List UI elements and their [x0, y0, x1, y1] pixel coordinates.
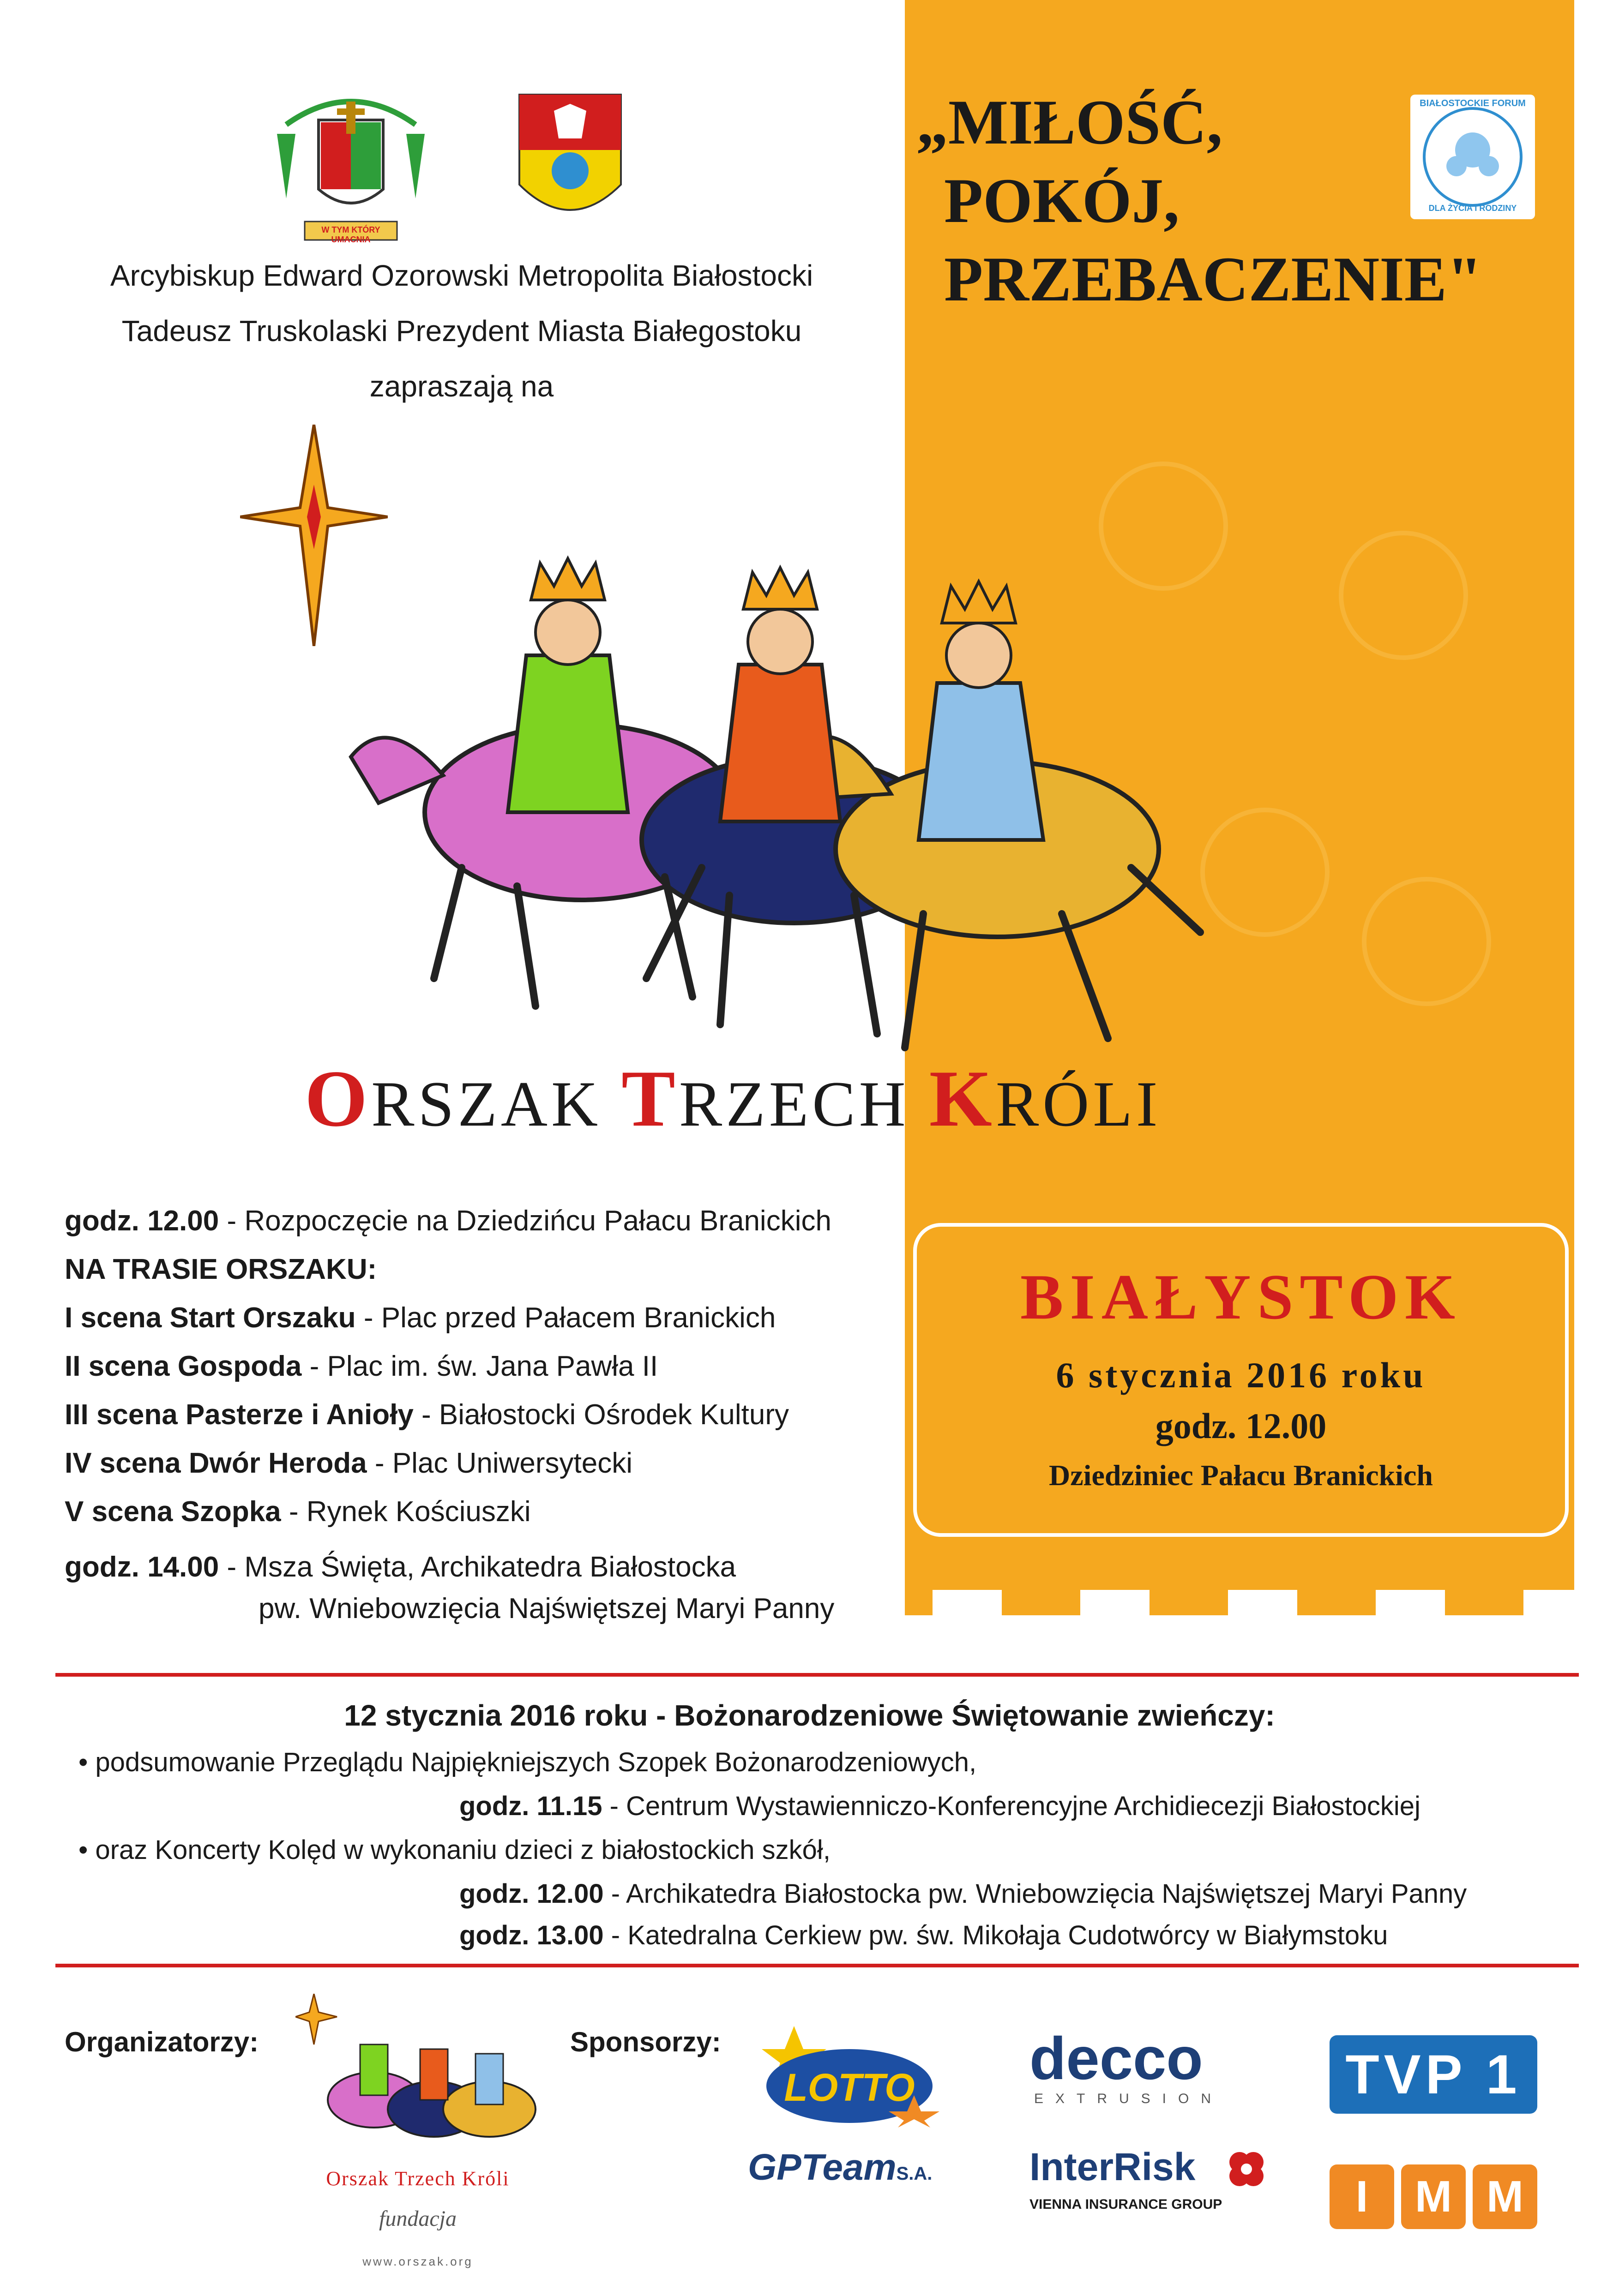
scene-item: V scena Szopka - Rynek Kościuszki — [65, 1496, 531, 1528]
forum-logo-text: BIAŁOSTOCKIE FORUM — [1420, 98, 1526, 108]
title-capital: T — [621, 1054, 679, 1143]
decco-text: decco — [1029, 2025, 1203, 2092]
invite-line: zapraszają na — [369, 370, 554, 403]
tvp1-text: TVP 1 — [1345, 2044, 1522, 2105]
invite-line: Tadeusz Truskolaski Prezydent Miasta Białegostoku — [121, 314, 802, 348]
schedule-text: - Rozpoczęcie na Dziedzińcu Pałacu Branickich — [219, 1205, 831, 1237]
route-heading: NA TRASIE ORSZAKU: — [65, 1253, 377, 1285]
decco-sub: EXTRUSION — [1034, 2091, 1223, 2106]
scene-item: IV scena Dwór Heroda - Plac Uniwersytecki — [65, 1447, 633, 1479]
title-capital: K — [929, 1054, 996, 1143]
schedule-start — [65, 1205, 831, 1237]
archbishop-coat-of-arms — [268, 83, 434, 254]
title-word: RZECH — [679, 1068, 909, 1140]
orszak-foundation-logo — [295, 1994, 540, 2280]
title-word: RÓLI — [995, 1068, 1162, 1140]
eagle-watermark-icon — [1339, 531, 1468, 660]
schedule-mass: godz. 14.00 - Msza Święta, Archikatedra Białostocka — [65, 1551, 736, 1583]
orszak-url: www.orszak.org — [362, 2254, 473, 2268]
forum-logo — [1410, 95, 1535, 219]
imm-letter: I — [1330, 2164, 1394, 2229]
banner-crenel — [1376, 1590, 1445, 1622]
closing-item: godz. 13.00 - Katedralna Cerkiew pw. św. Mikołaja Cudotwórcy w Białymstoku — [459, 1920, 1388, 1950]
closing-item: godz. 11.15 - Centrum Wystawienniczo-Konferencyjne Archidiecezji Białostockiej — [459, 1791, 1420, 1821]
lotto-logo — [757, 2021, 942, 2128]
city-shield-icon — [517, 92, 623, 231]
interrisk-logo — [1029, 2146, 1270, 2212]
city-name: BIAŁYSTOK — [1020, 1261, 1462, 1333]
tvp1-logo — [1330, 2035, 1537, 2114]
sponsors-label: Sponsorzy: — [570, 2026, 721, 2057]
banner-crenel — [1080, 1590, 1150, 1622]
motto-line: PRZEBACZENIE" — [944, 244, 1482, 314]
small-kings-icon — [295, 1994, 540, 2160]
coat-of-arms-motto: W TYM KTÓRY UMACNIA — [321, 225, 380, 244]
organizers-label: Organizatorzy: — [65, 2026, 259, 2057]
three-kings-illustration-icon — [323, 517, 1223, 1061]
imm-letter: M — [1473, 2164, 1537, 2229]
decco-logo — [1029, 2025, 1270, 2107]
banner-crenel — [1523, 1590, 1574, 1622]
imm-letter: M — [1401, 2164, 1466, 2229]
scene-item: I scena Start Orszaku - Plac przed Pałacem Branickich — [65, 1302, 776, 1334]
gpteam-suffix: S.A. — [896, 2164, 933, 2184]
event-place: Dziedziniec Pałacu Branickich — [1049, 1459, 1433, 1492]
scene-item: II scena Gospoda - Plac im. św. Jana Pawła II — [65, 1350, 658, 1382]
title-capital: O — [305, 1054, 372, 1143]
gpteam-text: GPTeam — [748, 2146, 897, 2188]
lotto-text: LOTTO — [784, 2066, 915, 2109]
interrisk-sub: VIENNA INSURANCE GROUP — [1029, 2197, 1222, 2212]
city-coat-of-arms — [517, 92, 623, 231]
closing-bullet: • oraz Koncerty Kolęd w wykonaniu dzieci z białostockich szkół, — [78, 1835, 831, 1865]
eagle-watermark-icon — [1362, 877, 1491, 1006]
divider — [55, 1964, 1579, 1967]
scene-item: III scena Pasterze i Anioły - Białostocki Ośrodek Kultury — [65, 1399, 789, 1431]
closing-heading: 12 stycznia 2016 roku - Bożonarodzeniowe Świętowanie zwieńczy: — [344, 1699, 1275, 1732]
schedule-mass-line2: pw. Wniebowzięcia Najświętszej Maryi Panny — [259, 1593, 835, 1625]
interrisk-text: InterRisk — [1029, 2145, 1196, 2188]
motto-line: „MIŁOŚĆ, — [916, 87, 1223, 157]
orszak-logo-title: Orszak Trzech Króli — [326, 2167, 510, 2190]
fundacja-text: fundacja — [379, 2206, 457, 2231]
forum-logo-text: DLA ŻYCIA I RODZINY — [1428, 204, 1517, 213]
schedule-time: godz. 12.00 — [65, 1205, 219, 1237]
banner-crenel — [1228, 1590, 1297, 1622]
divider — [55, 1673, 1579, 1677]
closing-item: godz. 12.00 - Archikatedra Białostocka pw. Wniebowzięcia Najświętszej Maryi Panny — [459, 1879, 1467, 1909]
banner-crenel — [933, 1590, 1002, 1622]
closing-bullet: • podsumowanie Przeglądu Najpiękniejszych Szopek Bożonarodzeniowych, — [78, 1747, 977, 1777]
event-date: 6 stycznia 2016 roku — [1056, 1355, 1426, 1395]
forum-logo-icon — [1410, 95, 1535, 219]
motto-line: POKÓJ, — [944, 165, 1180, 236]
invite-line: Arcybiskup Edward Ozorowski Metropolita Białostocki — [110, 259, 813, 292]
event-title — [305, 1052, 1161, 1145]
event-time: godz. 12.00 — [1155, 1406, 1327, 1446]
imm-logo — [1330, 2164, 1537, 2229]
gpteam-logo — [748, 2146, 932, 2188]
interrisk-flower-icon — [1223, 2146, 1270, 2192]
title-word: RSZAK — [371, 1068, 602, 1140]
